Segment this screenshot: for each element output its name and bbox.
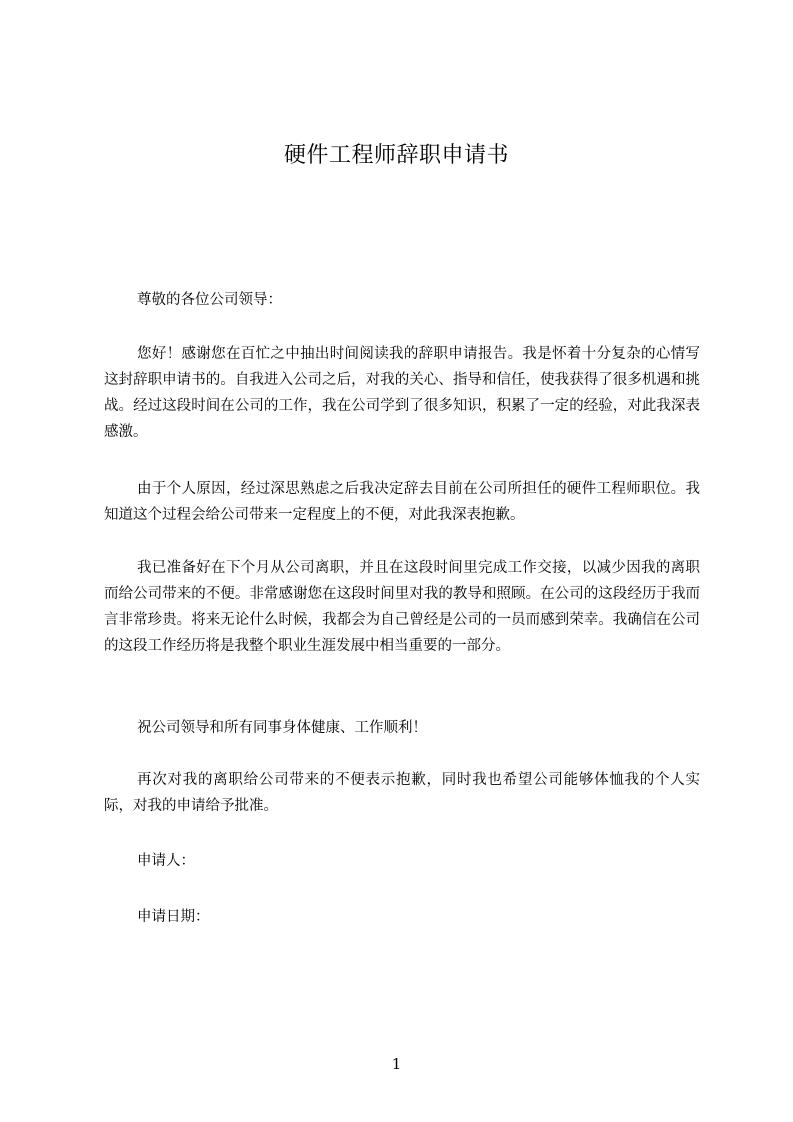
applicant-label: 申请人： xyxy=(137,853,195,869)
salutation: 尊敬的各位公司领导： xyxy=(137,292,282,308)
document-title: 硬件工程师辞职申请书 xyxy=(283,143,509,168)
paragraph-reason: 由于个人原因，经过深思熟虑之后我决定辞去目前在公司所担任的硬件工程师职位。我知道这个过程会给公司带来一定程度上的不便，对此我深表抱歉。 xyxy=(104,481,700,523)
paragraph-apology: 再次对我的离职给公司带来的不便表示抱歉，同时我也希望公司能够体恤我的个人实际，对我的申请给予批准。 xyxy=(104,772,700,814)
paragraph-greeting: 您好！感谢您在百忙之中抽出时间阅读我的辞职申请报告。我是怀着十分复杂的心情写这封辞职申请书的。自我进入公司之后，对我的关心、指导和信任，使我获得了很多机遇和挑战。经过这段时间在公司的工作，我在公司学到了很多知识，积累了一定的经验，对此我深表感激。 xyxy=(104,346,700,440)
date-label: 申请日期： xyxy=(137,909,210,925)
paragraph-handover: 我已准备好在下个月从公司离职，并且在这段时间里完成工作交接，以减少因我的离职而给公司带来的不便。非常感谢您在这段时间里对我的教导和照顾。在公司的这段经历于我而言非常珍贵。将来无论什么时候，我都会为自己曾经是公司的一员而感到荣幸。我确信在公司的这段工作经历将是我整个职业生涯发展中相当重要的一部分。 xyxy=(104,560,700,654)
paragraph-wishes: 祝公司领导和所有同事身体健康、工作顺利！ xyxy=(137,720,427,736)
page-number: 1 xyxy=(391,1055,402,1073)
